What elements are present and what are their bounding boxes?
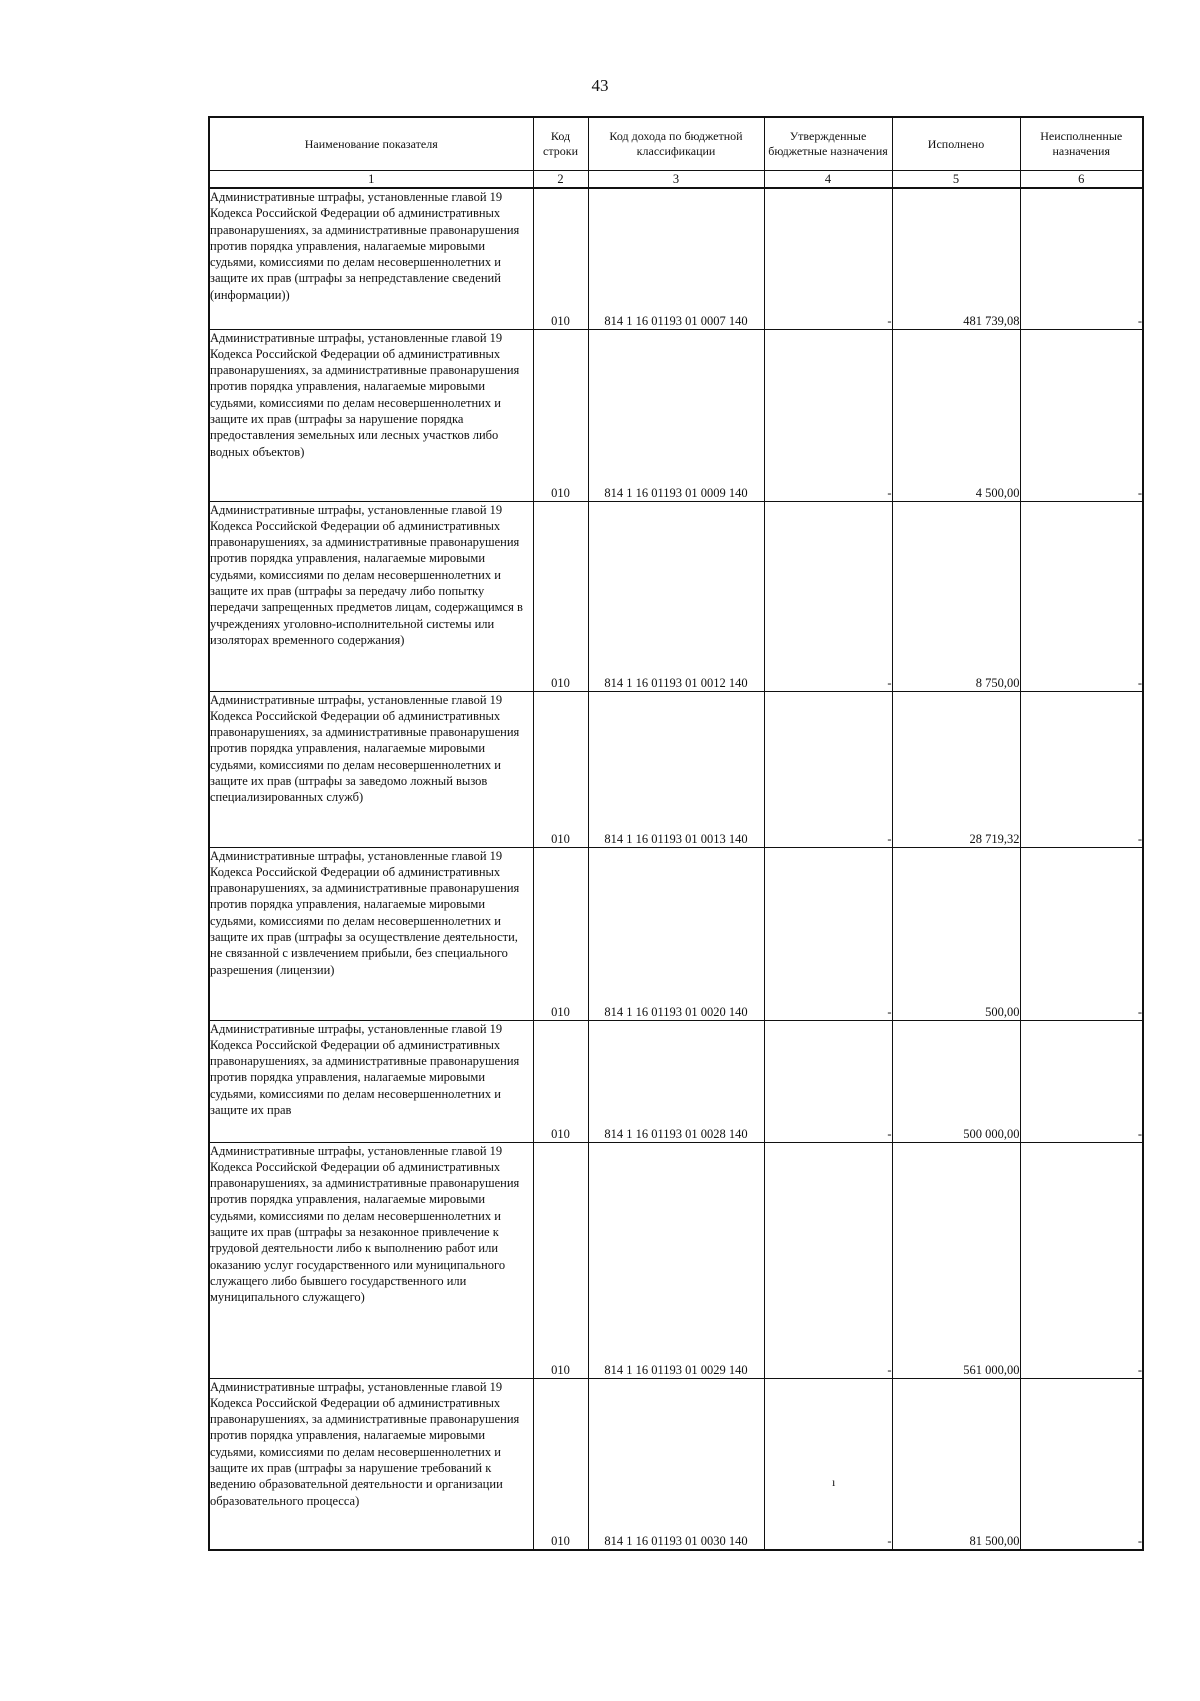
column-number-row: [209, 171, 1143, 189]
header-row: [209, 117, 1143, 171]
header-approved: Утвержденные бюджетные назначения: [764, 117, 892, 171]
table-row: [209, 1378, 1143, 1550]
table-row: [209, 847, 1143, 1020]
header-income-code: Код дохода по бюджетной классификации: [588, 117, 764, 171]
income-code: 814 1 16 01193 01 0028 140: [588, 1020, 764, 1142]
page-number: 43: [591, 76, 609, 95]
income-code: 814 1 16 01193 01 0013 140: [588, 691, 764, 847]
table-row: [209, 501, 1143, 691]
header-indicator-name: Наименование показателя: [209, 117, 533, 171]
income-code: 814 1 16 01193 01 0009 140: [588, 329, 764, 501]
executed-value: 481 739,08: [892, 188, 1020, 329]
column-number: 4: [764, 171, 892, 189]
indicator-name: Административные штрафы, установленные главой 19 Кодекса Российской Федерации об административных правонарушениях, за административные правонарушения против порядка управления, налагаемые мировыми судьями, комиссиями по делам несовершеннолетних и защите их прав (штрафы за осуществление деятельности, не связанной с извлечением прибыли, без специального разрешения (лицензии): [209, 847, 533, 1020]
indicator-name: Административные штрафы, установленные главой 19 Кодекса Российской Федерации об административных правонарушениях, за административные правонарушения против порядка управления, налагаемые мировыми судьями, комиссиями по делам несовершеннолетних и защите их прав (штрафы за нарушение требований к ведению образовательной деятельности и организации образовательного процесса): [209, 1378, 533, 1550]
indicator-name: Административные штрафы, установленные главой 19 Кодекса Российской Федерации об административных правонарушениях, за административные правонарушения против порядка управления, налагаемые мировыми судьями, комиссиями по делам несовершеннолетних и защите их прав (штрафы за заведомо ложный вызов специализированных служб): [209, 691, 533, 847]
approved-value: -: [764, 691, 892, 847]
unexecuted-value: -: [1020, 1378, 1143, 1550]
executed-value: 561 000,00: [892, 1142, 1020, 1378]
approved-value: -: [764, 188, 892, 329]
unexecuted-value: -: [1020, 188, 1143, 329]
indicator-name: Административные штрафы, установленные главой 19 Кодекса Российской Федерации об административных правонарушениях, за административные правонарушения против порядка управления, налагаемые мировыми судьями, комиссиями по делам несовершеннолетних и защите их прав: [209, 1020, 533, 1142]
indicator-name: Административные штрафы, установленные главой 19 Кодекса Российской Федерации об административных правонарушениях, за административные правонарушения против порядка управления, налагаемые мировыми судьями, комиссиями по делам несовершеннолетних и защите их прав (штрафы за незаконное привлечение к трудовой деятельности либо к выполнению работ или оказанию услуг государственного или муниципального служащего либо бывшего государственного или муниципального служащего): [209, 1142, 533, 1378]
executed-value: 500,00: [892, 847, 1020, 1020]
indicator-name: Административные штрафы, установленные главой 19 Кодекса Российской Федерации об административных правонарушениях, за административные правонарушения против порядка управления, налагаемые мировыми судьями, комиссиями по делам несовершеннолетних и защите их прав (штрафы за передачу либо попытку передачи запрещенных предметов лицам, содержащимся в учреждениях уголовно-исполнительной системы или изоляторах временного содержания): [209, 501, 533, 691]
table-row: [209, 329, 1143, 501]
executed-value: 81 500,00: [892, 1378, 1020, 1550]
executed-value: 500 000,00: [892, 1020, 1020, 1142]
line-code: 010: [533, 501, 588, 691]
approved-value: -: [764, 329, 892, 501]
header-line-code: Код строки: [533, 117, 588, 171]
budget-execution-table: [208, 116, 1144, 1551]
income-code: 814 1 16 01193 01 0029 140: [588, 1142, 764, 1378]
line-code: 010: [533, 188, 588, 329]
income-code: 814 1 16 01193 01 0020 140: [588, 847, 764, 1020]
executed-value: 28 719,32: [892, 691, 1020, 847]
executed-value: 4 500,00: [892, 329, 1020, 501]
income-code: 814 1 16 01193 01 0012 140: [588, 501, 764, 691]
income-code: 814 1 16 01193 01 0030 140: [588, 1378, 764, 1550]
column-number: 6: [1020, 171, 1143, 189]
income-code: 814 1 16 01193 01 0007 140: [588, 188, 764, 329]
unexecuted-value: -: [1020, 1020, 1143, 1142]
executed-value: 8 750,00: [892, 501, 1020, 691]
approved-value: -: [764, 501, 892, 691]
stray-mark: ı: [832, 1475, 836, 1489]
line-code: 010: [533, 1378, 588, 1550]
unexecuted-value: -: [1020, 1142, 1143, 1378]
indicator-name: Административные штрафы, установленные главой 19 Кодекса Российской Федерации об административных правонарушениях, за административные правонарушения против порядка управления, налагаемые мировыми судьями, комиссиями по делам несовершеннолетних и защите их прав (штрафы за нарушение порядка предоставления земельных или лесных участков либо водных объектов): [209, 329, 533, 501]
line-code: 010: [533, 329, 588, 501]
unexecuted-value: -: [1020, 847, 1143, 1020]
unexecuted-value: -: [1020, 501, 1143, 691]
approved-value: -: [764, 1142, 892, 1378]
column-number: 2: [533, 171, 588, 189]
table-row: [209, 188, 1143, 329]
column-number: 1: [209, 171, 533, 189]
table-row: [209, 1020, 1143, 1142]
column-number: 3: [588, 171, 764, 189]
unexecuted-value: -: [1020, 329, 1143, 501]
unexecuted-value: -: [1020, 691, 1143, 847]
table-row: [209, 691, 1143, 847]
header-executed: Исполнено: [892, 117, 1020, 171]
table-row: [209, 1142, 1143, 1378]
line-code: 010: [533, 691, 588, 847]
indicator-name: Административные штрафы, установленные главой 19 Кодекса Российской Федерации об административных правонарушениях, за административные правонарушения против порядка управления, налагаемые мировыми судьями, комиссиями по делам несовершеннолетних и защите их прав (штрафы за непредставление сведений (информации)): [209, 188, 533, 329]
header-unexecuted: Неисполненные назначения: [1020, 117, 1143, 171]
column-number: 5: [892, 171, 1020, 189]
approved-value: -: [764, 1378, 892, 1550]
line-code: 010: [533, 1020, 588, 1142]
approved-value: -: [764, 847, 892, 1020]
line-code: 010: [533, 1142, 588, 1378]
approved-value: -: [764, 1020, 892, 1142]
line-code: 010: [533, 847, 588, 1020]
